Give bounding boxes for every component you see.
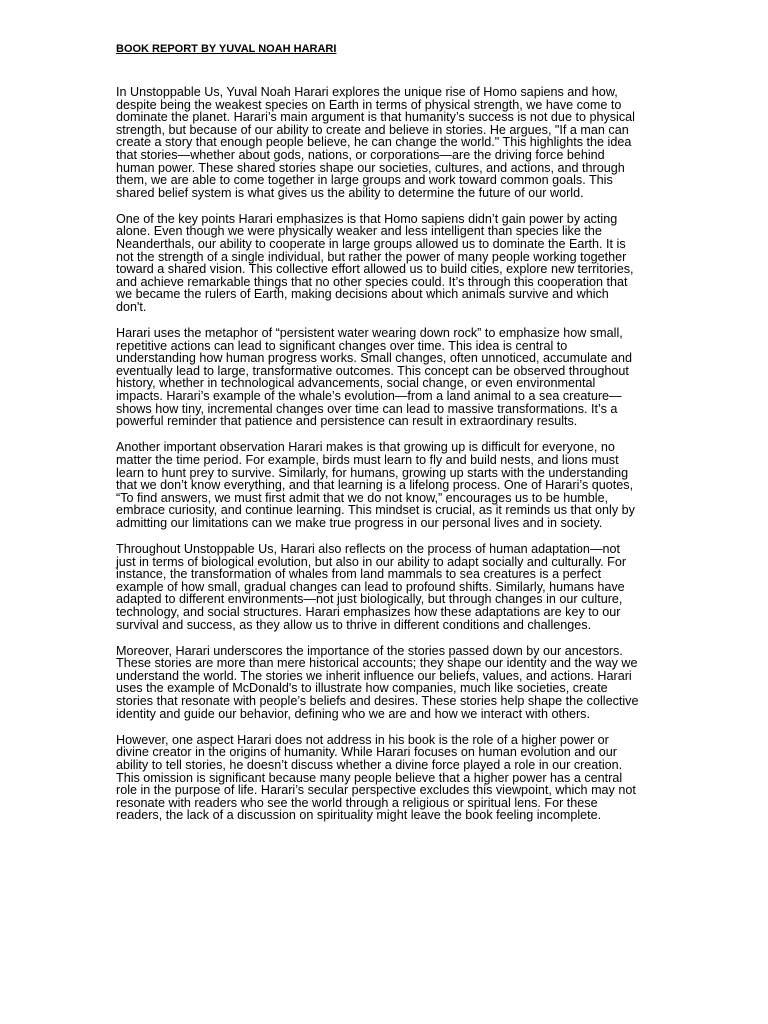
paragraph-line: divine creator in the origins of humanity. While Harari focuses on human evolution and our: [116, 745, 617, 760]
paragraph-4: [116, 441, 658, 529]
paragraph-line: that stories—whether about gods, nations, or corporations—are the driving force behind: [116, 147, 605, 162]
paragraph-line: toward a shared vision. This collective effort allowed us to build cities, explore new territories,: [116, 262, 634, 277]
paragraph-line: human power. These shared stories shape our societies, cultures, and actions, and through: [116, 160, 625, 175]
paragraph-line: strength, but because of our ability to create and believe in stories. He argues, "If a man can: [116, 122, 629, 137]
paragraph-line: Throughout Unstoppable Us, Harari also reflects on the process of human adaptation—not: [116, 542, 621, 556]
paragraph-line: readers, the lack of a discussion on spirituality might leave the book feeling incomplete.: [116, 808, 602, 823]
paragraph-line: repetitive actions can lead to significant changes over time. This idea is central to: [116, 338, 568, 353]
paragraph-line: adapted to different environments—not just biologically, but through changes in our culture,: [116, 592, 623, 607]
paragraph-line: stories that resonate with people’s beliefs and desires. These stories help shape the collective: [116, 694, 639, 709]
paragraph-6: [116, 645, 658, 721]
paragraph-line: One of the key points Harari emphasizes is that Homo sapiens didn’t gain power by acting: [116, 211, 618, 226]
paragraph-line: In Unstoppable Us, Yuval Noah Harari explores the unique rise of Homo sapiens and how,: [116, 85, 618, 99]
document-body: [116, 86, 658, 835]
paragraph-1: [116, 86, 658, 199]
paragraph-line: create a story that enough people believe, he can change the world." This highlights the idea: [116, 135, 632, 150]
paragraph-line: instance, the transformation of whales from land mammals to sea creatures is a perfect: [116, 567, 602, 582]
paragraph-line: ability to tell stories, he doesn’t discuss whether a divine force played a role in our creation.: [116, 757, 623, 772]
paragraph-line: survival and success, as they allow us to thrive in different conditions and challenges.: [116, 617, 592, 632]
paragraph-line: just in terms of biological evolution, but also in our ability to adapt socially and culturally. For: [116, 554, 627, 569]
paragraph-line: alone. Even though we were physically weaker and less intelligent than species like the: [116, 224, 602, 239]
paragraph-line: that we don’t know everything, and that learning is a lifelong process. One of Harari’s quotes,: [116, 478, 634, 493]
paragraph-line: understand the world. The stories we inherit influence our beliefs, values, and actions. Harari: [116, 668, 632, 683]
paragraph-line: This omission is significant because many people believe that a higher power has a central: [116, 770, 623, 785]
paragraph-line: not the strength of a single individual, but rather the power of many people working together: [116, 249, 627, 264]
paragraph-line: matter the time period. For example, birds must learn to fly and build nests, and lions must: [116, 452, 619, 467]
paragraph-line: eventually lead to large, transformative outcomes. This concept can be observed throughout: [116, 363, 629, 378]
paragraph-line: However, one aspect Harari does not address in his book is the role of a higher power or: [116, 732, 609, 747]
paragraph-line: These stories are more than mere historical accounts; they shape our identity and the way we: [116, 656, 638, 671]
paragraph-line: resonate with readers who see the world through a religious or spiritual lens. For these: [116, 795, 598, 810]
paragraph-2: [116, 213, 658, 314]
paragraph-line: them, we are able to come together in large groups and work toward common goals. This: [116, 173, 613, 188]
paragraph-line: Moreover, Harari underscores the importance of the stories passed down by our ancestors.: [116, 643, 623, 658]
paragraph-line: technology, and social structures. Harari emphasizes how these adaptations are key to our: [116, 604, 621, 619]
paragraph-7: [116, 734, 658, 822]
paragraph-line: understanding how human progress works. Small changes, often unnoticed, accumulate and: [116, 351, 632, 366]
paragraph-line: don't.: [116, 300, 147, 314]
paragraph-line: example of how small, gradual changes can lead to profound shifts. Similarly, humans have: [116, 579, 625, 594]
paragraph-line: Neanderthals, our ability to cooperate in large groups allowed us to dominate the Earth. It is: [116, 237, 626, 252]
paragraph-3: [116, 327, 658, 428]
paragraph-line: dominate the planet. Harari’s main argument is that humanity’s success is not due to physical: [116, 110, 635, 125]
paragraph-line: we became the rulers of Earth, making decisions about which animals survive and which: [116, 287, 609, 302]
document-title: BOOK REPORT BY YUVAL NOAH HARARI: [116, 43, 337, 55]
paragraph-line: uses the example of McDonald's to illustrate how companies, much like societies, create: [116, 681, 608, 696]
paragraph-line: role in the purpose of life. Harari’s secular perspective excludes this viewpoint, which may not: [116, 783, 636, 798]
paragraph-line: learn to hunt prey to survive. Similarly, for humans, growing up starts with the understanding: [116, 465, 629, 480]
paragraph-line: “To find answers, we must first admit that we do not know,” encourages us to be humble,: [116, 490, 609, 505]
paragraph-line: shared belief system is what gives us the ability to determine the future of our world.: [116, 185, 584, 200]
paragraph-line: impacts. Harari’s example of the whale’s evolution—from a land animal to a sea creature—: [116, 389, 622, 404]
paragraph-line: despite being the weakest species on Earth in terms of physical strength, we have come to: [116, 97, 622, 112]
paragraph-line: shows how tiny, incremental changes over time can lead to massive transformations. It’s a: [116, 401, 618, 416]
paragraph-line: Harari uses the metaphor of “persistent water wearing down rock” to emphasize how small,: [116, 326, 623, 341]
paragraph-line: identity and guide our behavior, defining who we are and how we interact with others.: [116, 706, 590, 721]
paragraph-line: history, whether in technological advancements, social change, or even environmental: [116, 376, 596, 391]
paragraph-line: Another important observation Harari makes is that growing up is difficult for everyone, no: [116, 440, 615, 455]
paragraph-line: embrace curiosity, and continue learning. This mindset is crucial, as it reminds us that only by: [116, 503, 635, 518]
paragraph-5: [116, 543, 658, 631]
paragraph-line: and achieve remarkable things that no other species could. It’s through this cooperation that: [116, 274, 628, 289]
paragraph-line: powerful reminder that patience and persistence can result in extraordinary results.: [116, 414, 578, 429]
paragraph-line: admitting our limitations can we make true progress in our personal lives and in society.: [116, 515, 603, 530]
